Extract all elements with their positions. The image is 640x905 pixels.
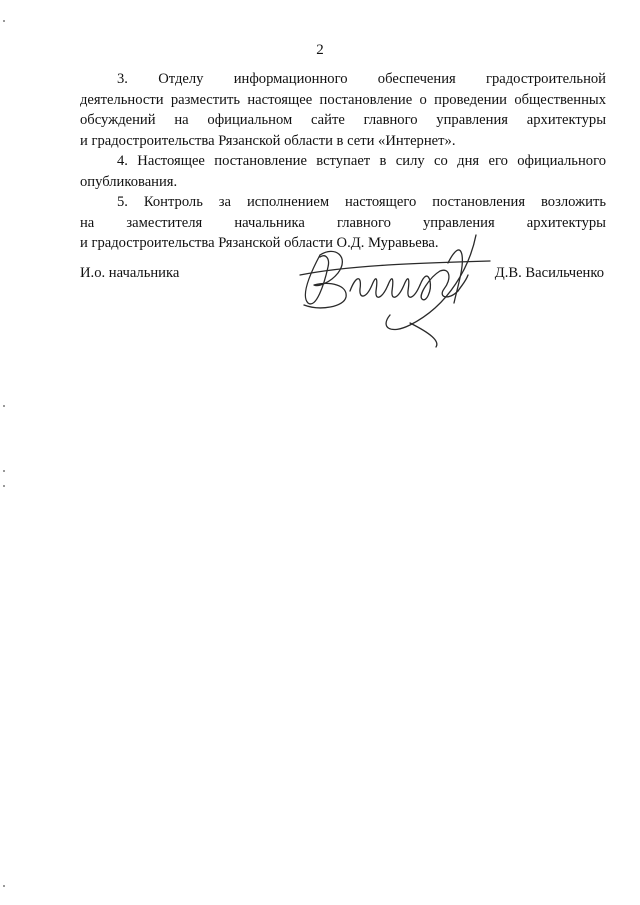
paragraph-line: и градостроительства Рязанской области в сети «Интернет». — [80, 132, 456, 149]
paragraph-line: 5. Контроль за исполнением настоящего постановления возложить — [117, 194, 606, 210]
handwritten-signature — [290, 215, 500, 350]
paragraph-line: деятельности разместить настоящее постановление о проведении общественных — [80, 91, 606, 108]
signatory-name: Д.В. Васильченко — [494, 265, 604, 281]
paragraph-line: 4. Настоящее постановление вступает в силу со дня его официального — [117, 153, 606, 169]
paragraph-line: и градостроительства Рязанской области О.Д. Муравьева. — [80, 235, 439, 251]
signatory-title: И.о. начальника — [80, 265, 180, 281]
paragraph-line: опубликования. — [80, 173, 178, 190]
paragraph-line: обсуждений на официальном сайте главного управления архитектуры — [80, 112, 606, 128]
paragraph-item-3 — [80, 69, 606, 151]
scan-margin-marks — [0, 0, 10, 905]
page-number: 2 — [316, 42, 324, 58]
paragraph-line: 3. Отделу информационного обеспечения градостроительной — [117, 71, 606, 87]
paragraph-line: на заместителя начальника главного управления архитектуры — [80, 214, 606, 231]
paragraph-item-4 — [80, 151, 606, 192]
